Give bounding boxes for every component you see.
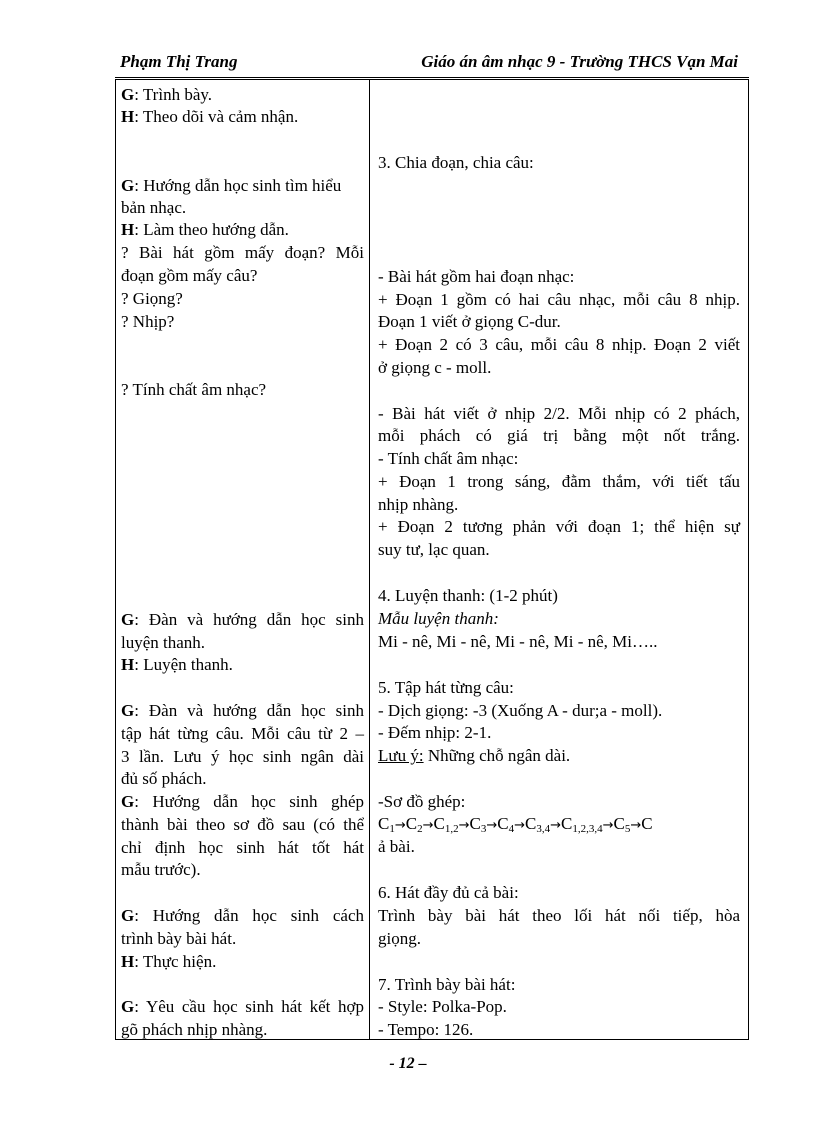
- left-line: G: Đàn và hướng dẫn học sinh: [121, 701, 364, 720]
- right-line: mỗi phách có giá trị bằng một nốt trắng.: [378, 426, 740, 445]
- right-line: + Đoạn 1 trong sáng, đằm thắm, với tiết tấu: [378, 472, 740, 491]
- left-line: tập hát từng câu. Mỗi câu từ 2 –: [121, 724, 364, 743]
- left-line: thành bài theo sơ đồ sau (có thể: [121, 815, 364, 834]
- right-line: - Tính chất âm nhạc:: [378, 449, 519, 468]
- column-divider: [369, 79, 370, 1040]
- right-line: + Đoạn 2 có 3 câu, mỗi câu 8 nhịp. Đoạn 2 viết: [378, 335, 740, 354]
- left-line: ? Giọng?: [121, 289, 183, 308]
- right-line: + Đoạn 2 tương phản với đoạn 1; thể hiện sự: [378, 517, 740, 536]
- join-scheme: $C_1\to C_2\to C_{1,2}\to C_3\to C_4\to C_{3,4}\to C_{1,2,3,4}\to C_5\to C$: [378, 814, 653, 835]
- left-line: gõ phách nhịp nhàng.: [121, 1020, 268, 1039]
- left-line: H: Thực hiện.: [121, 952, 217, 971]
- right-line: ả bài.: [378, 837, 415, 856]
- left-line: G: Yêu cầu học sinh hát kết hợp: [121, 997, 364, 1016]
- right-line: -Sơ đồ ghép:: [378, 792, 466, 811]
- left-line: ? Tính chất âm nhạc?: [121, 380, 267, 399]
- left-line: H: Luyện thanh.: [121, 655, 233, 674]
- right-line: - Style: Polka-Pop.: [378, 997, 507, 1016]
- header-author: Phạm Thị Trang: [120, 52, 238, 71]
- right-line: Mi - nê, Mi - nê, Mi - nê, Mi - nê, Mi…..: [378, 632, 658, 651]
- left-line: ? Bài hát gồm mấy đoạn? Mỗi: [121, 243, 364, 262]
- left-line: chỉ định học sinh hát tốt hát: [121, 838, 364, 857]
- left-line: đoạn gồm mấy câu?: [121, 266, 258, 285]
- right-line: giọng.: [378, 929, 421, 948]
- right-line: Lưu ý: Những chỗ ngân dài.: [378, 746, 571, 765]
- left-line: bản nhạc.: [121, 198, 187, 217]
- header-rule: [115, 77, 749, 78]
- header-title: Giáo án âm nhạc 9 - Trường THCS Vạn Mai: [421, 52, 738, 71]
- right-line: Mẫu luyện thanh:: [378, 609, 499, 628]
- right-line: Đoạn 1 viết ở giọng C-dur.: [378, 312, 561, 331]
- left-line: G: Hướng dẫn học sinh cách: [121, 906, 364, 925]
- left-line: H: Làm theo hướng dẫn.: [121, 220, 289, 239]
- right-line: 4. Luyện thanh: (1-2 phút): [378, 586, 558, 605]
- right-line: - Tempo: 126.: [378, 1020, 474, 1039]
- right-line: Trình bày bài hát theo lối hát nối tiếp, hòa: [378, 906, 740, 925]
- left-line: trình bày bài hát.: [121, 929, 237, 948]
- right-line: ở giọng c - moll.: [378, 358, 492, 377]
- right-line: suy tư, lạc quan.: [378, 540, 490, 559]
- left-line: H: Theo dõi và cảm nhận.: [121, 107, 299, 126]
- right-line: 7. Trình bày bài hát:: [378, 975, 516, 994]
- left-line: mẫu trước).: [121, 860, 201, 879]
- right-line: - Dịch giọng: -3 (Xuống A - dur;a - moll).: [378, 701, 663, 720]
- right-line: 6. Hát đầy đủ cả bài:: [378, 883, 519, 902]
- right-line: nhịp nhàng.: [378, 495, 459, 514]
- left-line: G: Hướng dẫn học sinh tìm hiểu: [121, 176, 342, 195]
- left-line: luyện thanh.: [121, 633, 206, 652]
- page-header: [118, 52, 738, 76]
- left-line: ? Nhịp?: [121, 312, 175, 331]
- right-line: 3. Chia đoạn, chia câu:: [378, 153, 534, 172]
- right-line: - Bài hát gồm hai đoạn nhạc:: [378, 267, 575, 286]
- left-line: 3 lần. Lưu ý học sinh ngân dài: [121, 747, 364, 766]
- left-line: đủ số phách.: [121, 769, 207, 788]
- right-line: + Đoạn 1 gồm có hai câu nhạc, mỗi câu 8 nhịp.: [378, 290, 740, 309]
- left-line: G: Trình bày.: [121, 85, 213, 104]
- right-line: 5. Tập hát từng câu:: [378, 678, 514, 697]
- right-line: - Bài hát viết ở nhịp 2/2. Mỗi nhịp có 2 phách,: [378, 404, 740, 423]
- page-number: - 12 –: [389, 1055, 427, 1072]
- left-line: G: Đàn và hướng dẫn học sinh: [121, 610, 364, 629]
- left-line: G: Hướng dẫn học sinh ghép: [121, 792, 364, 811]
- right-line: - Đếm nhịp: 2-1.: [378, 723, 492, 742]
